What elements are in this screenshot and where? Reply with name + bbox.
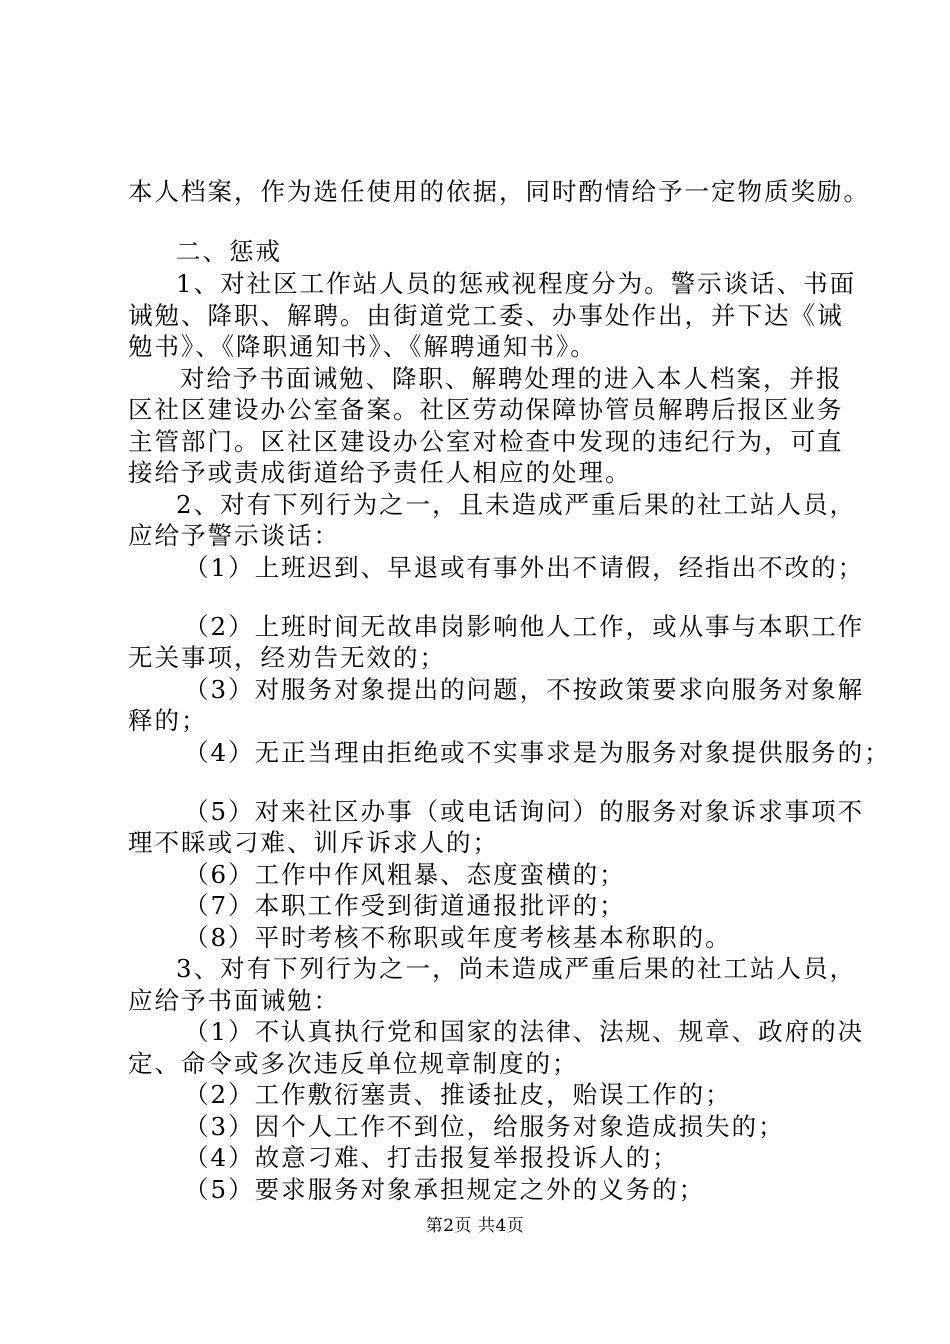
text-line: 主管部门。区社区建设办公室对检查中发现的违纪行为，可直 — [128, 427, 844, 456]
text-line: 1、对社区工作站人员的惩戒视程度分为。警示谈话、书面 — [176, 269, 857, 298]
list-item: （2）上班时间无故串岗影响他人工作，或从事与本职工作 — [184, 612, 865, 641]
text-line: 应给予书面诫勉： — [128, 986, 340, 1015]
list-item: （6）工作中作风粗暴、态度蛮横的； — [184, 860, 626, 889]
list-item: （5）对来社区办事（或电话询问）的服务对象诉求事项不 — [184, 797, 865, 826]
list-item: （4）故意刁难、打击报复举报投诉人的； — [184, 1143, 679, 1172]
text-line: 应给予警示谈话： — [128, 521, 340, 550]
text-line: 接给予或责成街道给予责任人相应的处理。 — [128, 458, 632, 487]
text-line: 本人档案，作为选任使用的依据，同时酌情给予一定物质奖励。 — [128, 177, 870, 206]
list-item: （2）工作敷衍塞责、推诿扯皮，贻误工作的； — [184, 1080, 732, 1109]
list-item: （4）无正当理由拒绝或不实事求是为服务对象提供服务的； — [184, 738, 891, 767]
text-line: 理不睬或刁难、训斥诉求人的； — [128, 828, 499, 857]
text-line: 定、命令或多次违反单位规章制度的； — [128, 1049, 579, 1078]
list-item: （7）本职工作受到街道通报批评的； — [184, 891, 626, 920]
text-line: 释的； — [128, 706, 208, 735]
text-line: 诫勉、降职、解聘。由街道党工委、办事处作出，并下达《诫 — [128, 301, 844, 330]
text-line: 2、对有下列行为之一，且未造成严重后果的社工站人员， — [176, 490, 857, 519]
section-heading: 二、惩戒 — [176, 237, 282, 266]
text-line: 区社区建设办公室备案。社区劳动保障协管员解聘后报区业务 — [128, 395, 844, 424]
list-item: （5）要求服务对象承担规定之外的义务的； — [184, 1175, 706, 1204]
list-item: （1）不认真执行党和国家的法律、法规、规章、政府的决 — [184, 1017, 865, 1046]
text-line: 勉书》、《降职通知书》、《解聘通知书》。 — [128, 332, 597, 361]
list-item: （3）对服务对象提出的问题，不按政策要求向服务对象解 — [184, 675, 865, 704]
list-item: （3）因个人工作不到位，给服务对象造成损失的； — [184, 1112, 785, 1141]
page-number-footer: 第2页 共4页 — [425, 1216, 525, 1236]
list-item: （8）平时考核不称职或年度考核基本称职的。 — [184, 923, 732, 952]
text-line: 对给予书面诫勉、降职、解聘处理的进入本人档案，并报 — [180, 364, 843, 393]
text-line: 无关事项，经劝告无效的； — [128, 643, 446, 672]
text-line: 3、对有下列行为之一，尚未造成严重后果的社工站人员， — [176, 954, 857, 983]
list-item: （1）上班迟到、早退或有事外出不请假，经指出不改的； — [184, 553, 865, 582]
